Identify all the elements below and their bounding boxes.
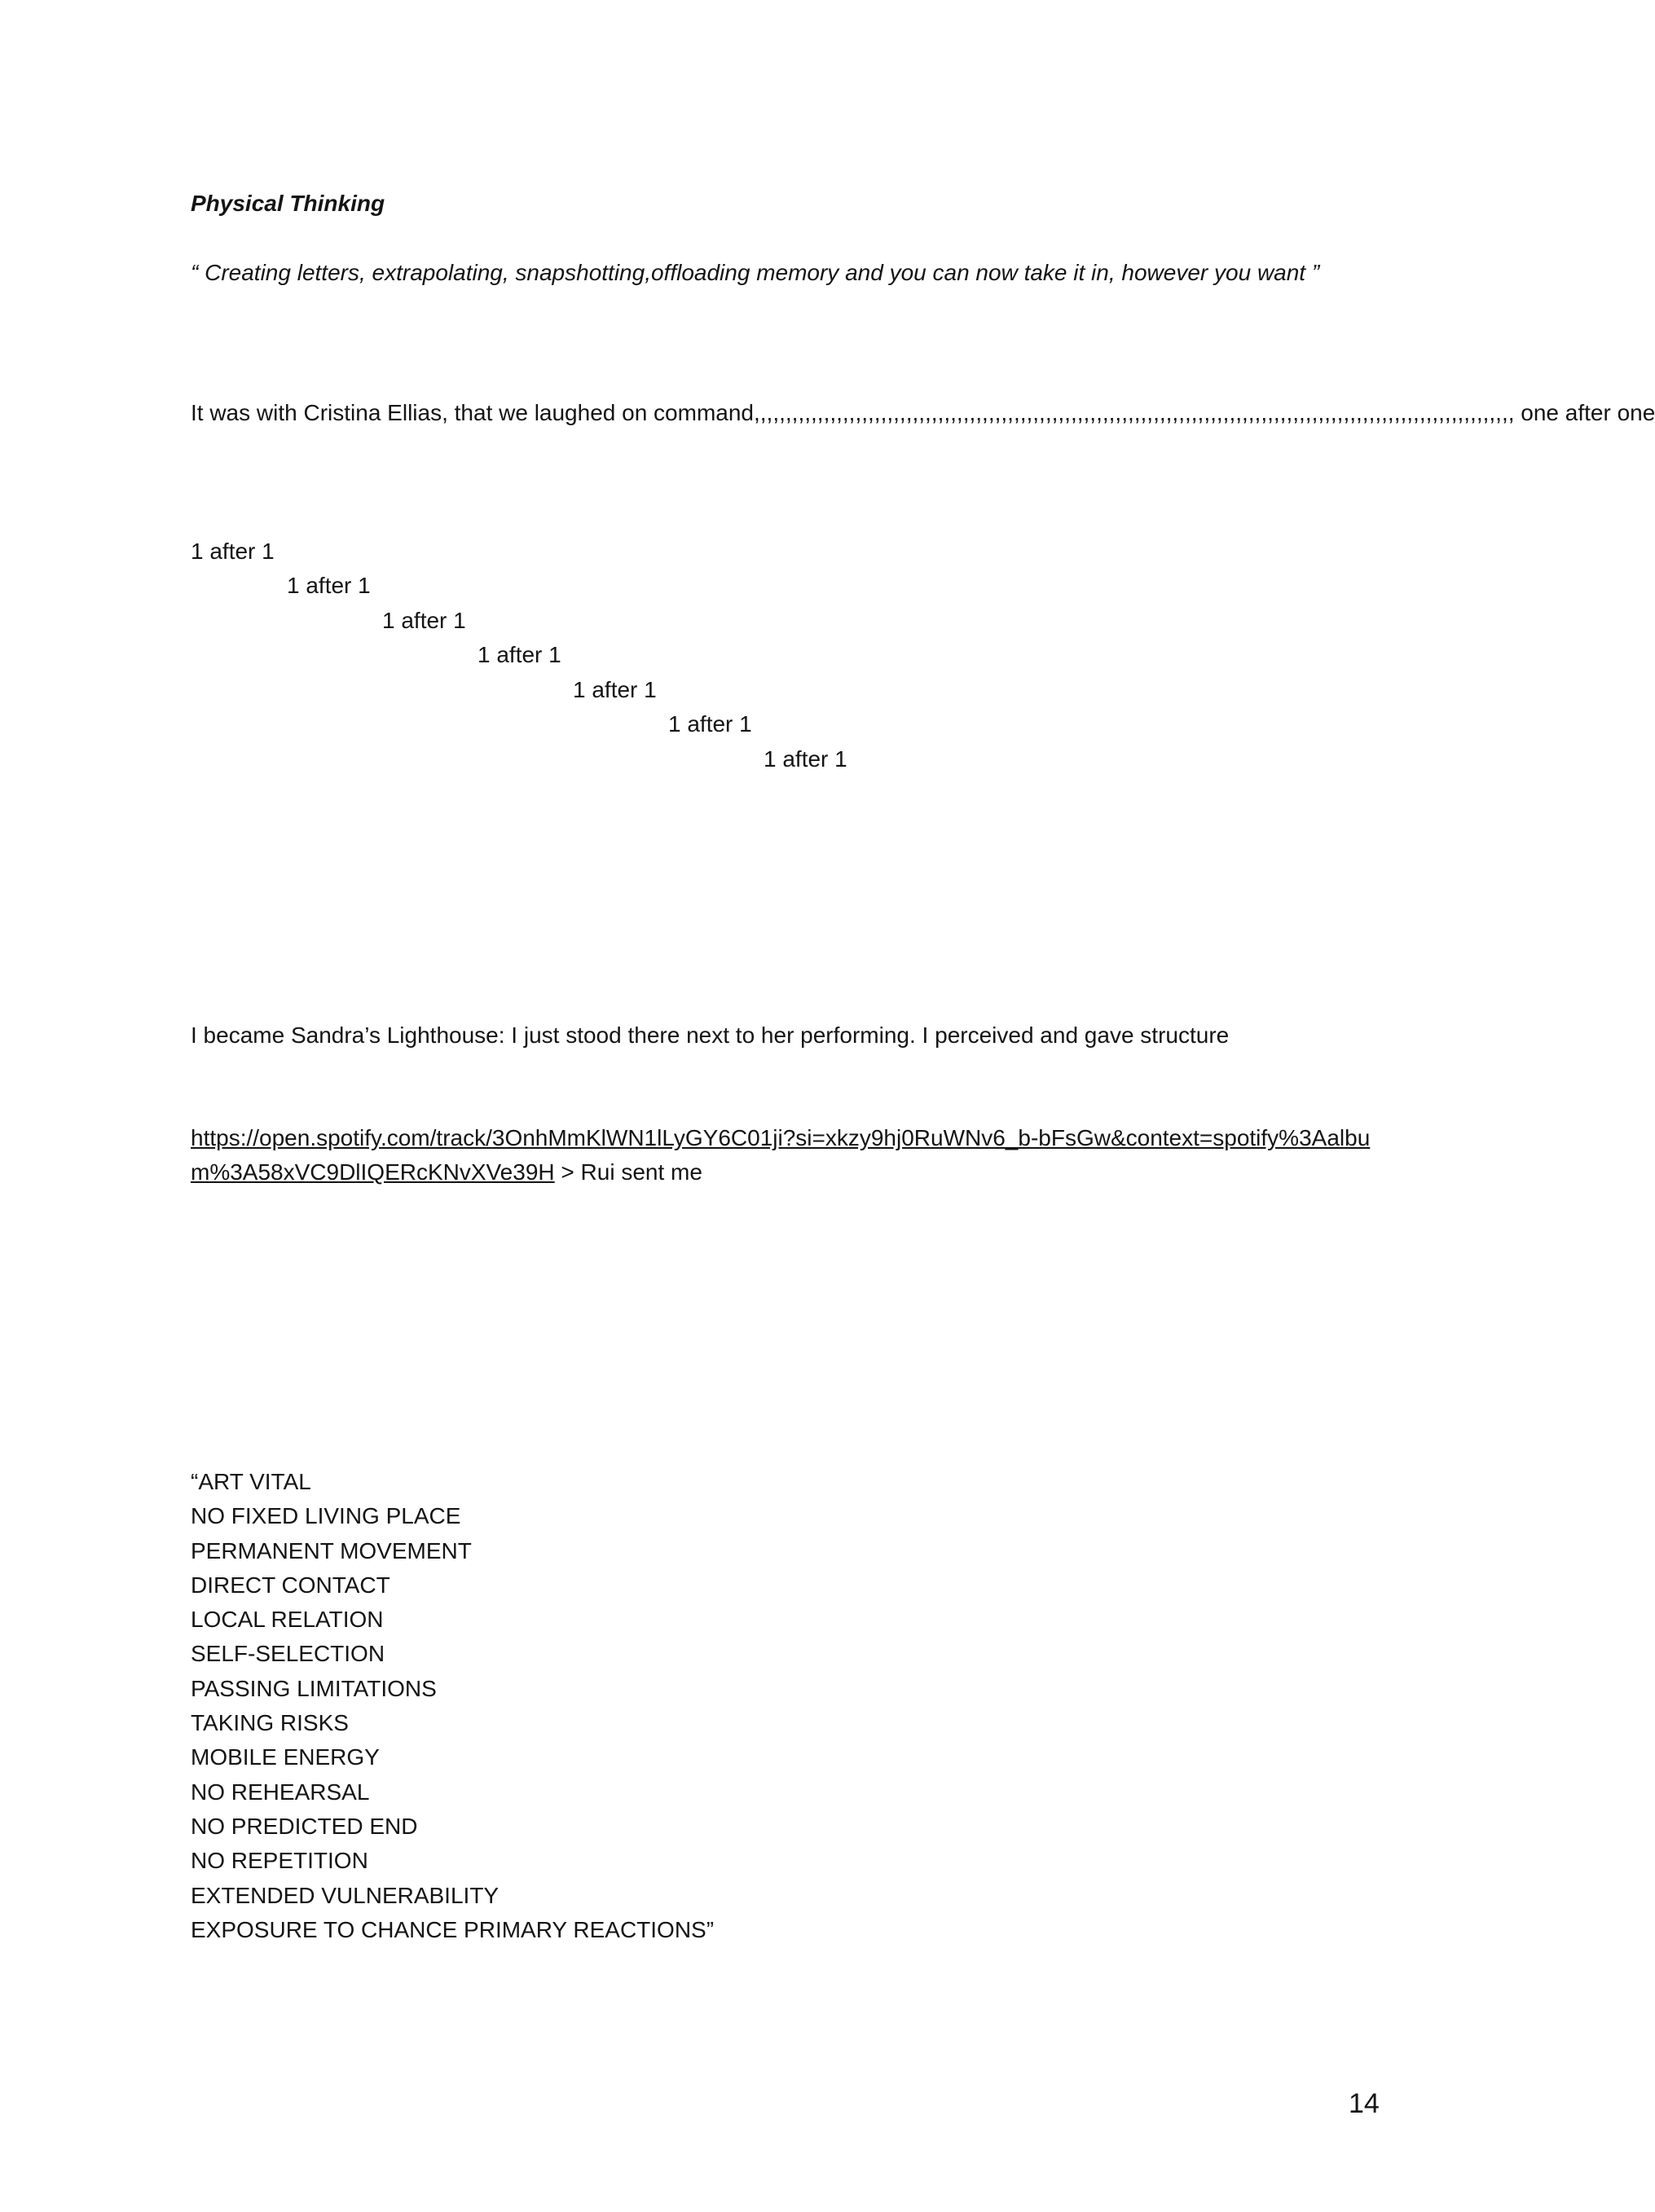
after-step: 1 after 1 [668, 711, 752, 737]
after-step: 1 after 1 [764, 746, 847, 772]
section-title: Physical Thinking [191, 191, 385, 216]
manifesto-item: NO FIXED LIVING PLACE [191, 1503, 461, 1529]
page-number: 14 [1349, 2088, 1380, 2119]
after-step: 1 after 1 [478, 642, 561, 667]
manifesto-item: SELF-SELECTION [191, 1641, 385, 1667]
manifesto-item: LOCAL RELATION [191, 1607, 384, 1633]
manifesto-item: PERMANENT MOVEMENT [191, 1537, 472, 1563]
after-step: 1 after 1 [191, 539, 275, 564]
manifesto-item: NO REPETITION [191, 1848, 368, 1874]
spotify-note: > Rui sent me [554, 1159, 702, 1185]
quote-text: “ Creating letters, extrapolating, snapshotting,offloading memory and you can now take it in, however you want ” [191, 260, 1320, 285]
spotify-paragraph [191, 1121, 1380, 1190]
lighthouse-paragraph: I became Sandra’s Lighthouse: I just stood there next to her performing. I perceived and gave structure [191, 1022, 1230, 1048]
manifesto-list [191, 1465, 714, 1947]
manifesto-item: “ART VITAL [191, 1469, 311, 1494]
manifesto-item: TAKING RISKS [191, 1710, 349, 1736]
manifesto-item: NO PREDICTED END [191, 1813, 418, 1839]
manifesto-item: EXPOSURE TO CHANCE PRIMARY REACTIONS” [191, 1916, 715, 1942]
laugh-text: It was with Cristina Ellias, that we laughed on command,,,,,,,,,,,,,,,,,,,,,,,,,,,,,,,,,,,,,,,,,,,,,,,,,,,,,,,,,,,,,,,,,,,,,,,,,,,,,,,,,,,,,,,,,,,,,,,,,,,,,,,,,,,,,,,,,,,,,,,, one after one [191, 400, 1655, 425]
manifesto-item: DIRECT CONTACT [191, 1572, 390, 1598]
laugh-paragraph [191, 398, 1655, 428]
manifesto-item: NO REHEARSAL [191, 1779, 370, 1805]
spotify-link[interactable]: https://open.spotify.com/track/3OnhMmKlWN1lLyGY6C01ji?si=xkzy9hj0RuWNv6_b-bFsGw&context=spotify%3Aalbum%3A58xVC9DlIQERcKNvXVe39H [191, 1125, 1371, 1185]
after-step: 1 after 1 [382, 608, 466, 633]
manifesto-item: EXTENDED VULNERABILITY [191, 1882, 500, 1908]
after-step: 1 after 1 [573, 677, 657, 702]
manifesto-item: PASSING LIMITATIONS [191, 1675, 437, 1701]
manifesto-item: MOBILE ENERGY [191, 1744, 380, 1770]
after-step: 1 after 1 [287, 573, 371, 598]
